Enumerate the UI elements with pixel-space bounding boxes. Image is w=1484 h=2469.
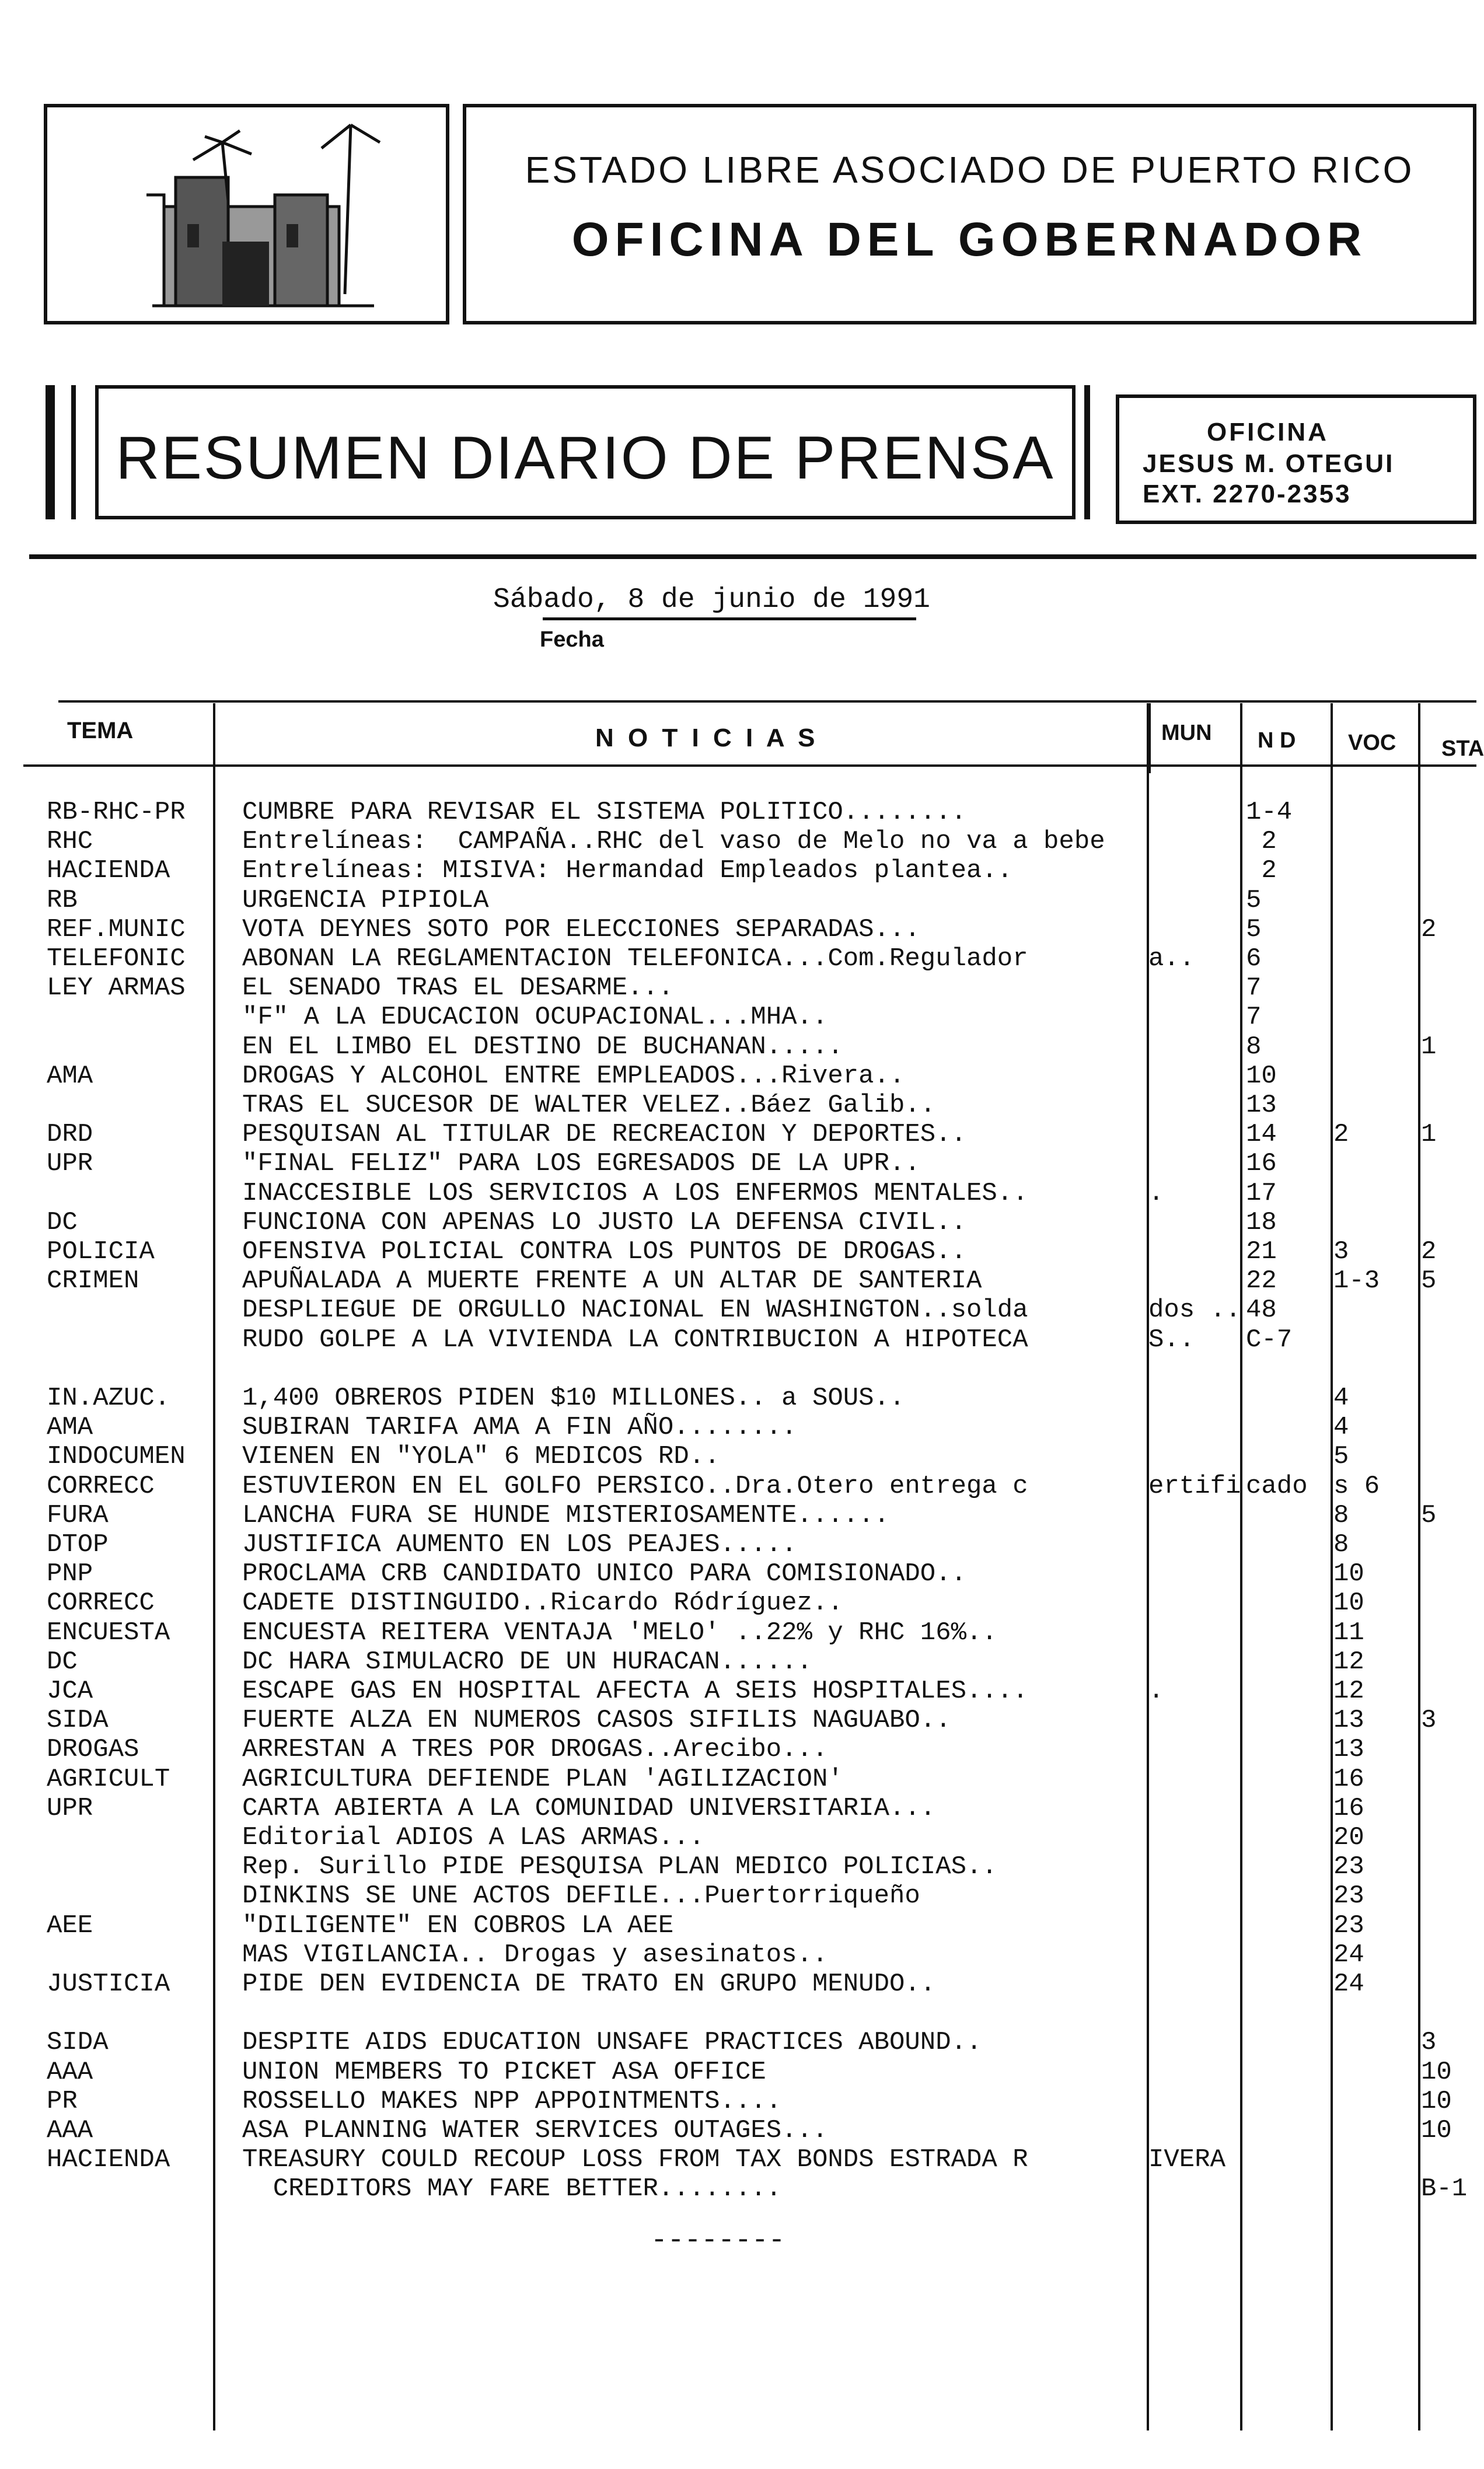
row-tema: SIDA: [47, 1706, 109, 1735]
row-sta: 3: [1421, 1706, 1437, 1735]
banner-right-bar: [1084, 385, 1090, 519]
row-noticia: TREASURY COULD RECOUP LOSS FROM TAX BONDS ESTRADA R: [242, 2145, 1028, 2174]
row-voc: 8: [1333, 1530, 1349, 1559]
table-row: [0, 1091, 1476, 1120]
row-nd: cado: [1246, 1472, 1308, 1501]
government-name: ESTADO LIBRE ASOCIADO DE PUERTO RICO: [525, 149, 1415, 191]
row-nd: 8: [1246, 1032, 1262, 1061]
row-voc: 2: [1333, 1120, 1349, 1149]
table-top-rule: [58, 700, 1476, 703]
row-voc: 10: [1333, 1559, 1364, 1588]
row-noticia: LANCHA FURA SE HUNDE MISTERIOSAMENTE......: [242, 1501, 889, 1530]
row-noticia: EN EL LIMBO EL DESTINO DE BUCHANAN.....: [242, 1032, 843, 1061]
row-noticia: CARTA ABIERTA A LA COMUNIDAD UNIVERSITARIA...: [242, 1794, 936, 1823]
row-noticia: DESPLIEGUE DE ORGULLO NACIONAL EN WASHINGTON..solda: [242, 1295, 1028, 1325]
row-noticia: PESQUISAN AL TITULAR DE RECREACION Y DEPORTES..: [242, 1120, 967, 1149]
row-noticia: INACCESIBLE LOS SERVICIOS A LOS ENFERMOS MENTALES..: [242, 1179, 1028, 1208]
row-noticia: OFENSIVA POLICIAL CONTRA LOS PUNTOS DE DROGAS..: [242, 1237, 967, 1266]
row-noticia: TRAS EL SUCESOR DE WALTER VELEZ..Báez Galib..: [242, 1091, 936, 1120]
row-nd: C-7: [1246, 1325, 1293, 1354]
row-voc: 12: [1333, 1677, 1364, 1706]
row-noticia: ABONAN LA REGLAMENTACION TELEFONICA...Com.Regulador: [242, 944, 1028, 973]
row-tema: DC: [47, 1208, 78, 1237]
row-tema: DROGAS: [47, 1735, 139, 1764]
row-noticia: APUÑALADA A MUERTE FRENTE A UN ALTAR DE SANTERIA: [242, 1266, 982, 1295]
row-sta: 5: [1421, 1501, 1437, 1530]
table-row: [0, 973, 1476, 1003]
table-row: [0, 1794, 1476, 1823]
table-row: [0, 1588, 1476, 1618]
table-row: [0, 1706, 1476, 1735]
row-nd: 16: [1246, 1149, 1277, 1178]
row-noticia: ARRESTAN A TRES POR DROGAS..Arecibo...: [242, 1735, 828, 1764]
table-row: [0, 1266, 1476, 1295]
table-row: [0, 1765, 1476, 1794]
row-mun: dos ..: [1148, 1295, 1241, 1325]
row-voc: 16: [1333, 1765, 1364, 1794]
row-noticia: ROSSELLO MAKES NPP APPOINTMENTS....: [242, 2087, 782, 2116]
row-noticia: FUERTE ALZA EN NUMEROS CASOS SIFILIS NAGUABO..: [242, 1706, 951, 1735]
row-mun: .: [1148, 1179, 1164, 1208]
banner-left-bar-1: [46, 385, 55, 519]
row-voc: 13: [1333, 1735, 1364, 1764]
row-nd: 22: [1246, 1266, 1277, 1295]
row-noticia: DESPITE AIDS EDUCATION UNSAFE PRACTICES ABOUND..: [242, 2028, 982, 2057]
table-row: [0, 1647, 1476, 1677]
table-row: [0, 1677, 1476, 1706]
row-tema: CORRECC: [47, 1588, 155, 1618]
row-noticia: ESCAPE GAS EN HOSPITAL AFECTA A SEIS HOSPITALES....: [242, 1677, 1028, 1706]
row-tema: REF.MUNIC: [47, 915, 186, 944]
row-nd: 7: [1246, 1003, 1262, 1032]
table-row: [0, 2028, 1476, 2057]
row-tema: HACIENDA: [47, 856, 170, 885]
row-nd: 18: [1246, 1208, 1277, 1237]
table-row: [0, 1911, 1476, 1940]
row-noticia: ENCUESTA REITERA VENTAJA 'MELO' ..22% y RHC 16%..: [242, 1618, 997, 1647]
row-mun: S..: [1148, 1325, 1195, 1354]
row-nd: 1-4: [1246, 798, 1293, 827]
row-sta: 2: [1421, 915, 1437, 944]
row-sta: B-1: [1421, 2174, 1468, 2203]
row-tema: AMA: [47, 1061, 93, 1091]
row-tema: PNP: [47, 1559, 93, 1588]
row-noticia: JUSTIFICA AUMENTO EN LOS PEAJES.....: [242, 1530, 797, 1559]
row-noticia: DINKINS SE UNE ACTOS DEFILE...Puertorriqueño: [242, 1881, 920, 1911]
row-nd: 14: [1246, 1120, 1277, 1149]
row-tema: DTOP: [47, 1530, 109, 1559]
row-tema: HACIENDA: [47, 2145, 170, 2174]
row-mun: ertifi: [1148, 1472, 1241, 1501]
row-voc: s 6: [1333, 1472, 1380, 1501]
row-noticia: CUMBRE PARA REVISAR EL SISTEMA POLITICO........: [242, 798, 967, 827]
banner-box: [95, 385, 1076, 519]
row-tema: AEE: [47, 1911, 93, 1940]
table-row: [0, 915, 1476, 944]
row-voc: 11: [1333, 1618, 1364, 1647]
date-value: Sábado, 8 de junio de 1991: [493, 584, 930, 616]
row-voc: 3: [1333, 1237, 1349, 1266]
row-sta: 1: [1421, 1120, 1437, 1149]
table-row: [0, 1179, 1476, 1208]
row-tema: AAA: [47, 2058, 93, 2087]
row-nd: 7: [1246, 973, 1262, 1003]
row-noticia: ASA PLANNING WATER SERVICES OUTAGES...: [242, 2116, 828, 2145]
row-noticia: 1,400 OBREROS PIDEN $10 MILLONES.. a SOUS..: [242, 1384, 905, 1413]
table-row: [0, 1295, 1476, 1325]
table-row: [0, 798, 1476, 827]
row-noticia: UNION MEMBERS TO PICKET ASA OFFICE: [242, 2058, 766, 2087]
row-noticia: PROCLAMA CRB CANDIDATO UNICO PARA COMISIONADO..: [242, 1559, 967, 1588]
row-sta: 5: [1421, 1266, 1437, 1295]
row-tema: JUSTICIA: [47, 1969, 170, 1999]
row-mun: .: [1148, 1677, 1164, 1706]
col-header-noticias: N O T I C I A S: [595, 724, 819, 752]
row-sta: 10: [1421, 2058, 1452, 2087]
row-nd: 10: [1246, 1061, 1277, 1091]
table-row: [0, 1413, 1476, 1442]
row-noticia: Entrelíneas: CAMPAÑA..RHC del vaso de Melo no va a bebe: [242, 827, 1105, 856]
row-nd: 21: [1246, 1237, 1277, 1266]
row-tema: TELEFONIC: [47, 944, 186, 973]
col-header-mun: MUN: [1161, 721, 1212, 745]
row-noticia: SUBIRAN TARIFA AMA A FIN AÑO........: [242, 1413, 797, 1442]
row-tema: PR: [47, 2087, 78, 2116]
row-tema: DRD: [47, 1120, 93, 1149]
table-row: [0, 1969, 1476, 1999]
row-tema: CORRECC: [47, 1472, 155, 1501]
row-noticia: FUNCIONA CON APENAS LO JUSTO LA DEFENSA CIVIL..: [242, 1208, 967, 1237]
row-nd: 13: [1246, 1091, 1277, 1120]
row-nd: 17: [1246, 1179, 1277, 1208]
row-tema: CRIMEN: [47, 1266, 139, 1295]
row-sta: 3: [1421, 2028, 1437, 2057]
table-row: [0, 1032, 1476, 1061]
row-voc: 16: [1333, 1794, 1364, 1823]
table-row: [0, 1442, 1476, 1471]
row-sta: 10: [1421, 2087, 1452, 2116]
row-voc: 23: [1333, 1881, 1364, 1911]
table-row: [0, 1354, 1476, 1384]
row-noticia: RUDO GOLPE A LA VIVIENDA LA CONTRIBUCION A HIPOTECA: [242, 1325, 1028, 1354]
row-sta: 1: [1421, 1032, 1437, 1061]
table-row: [0, 886, 1476, 915]
office-label: OFICINA: [1207, 418, 1329, 446]
table-row: [0, 1559, 1476, 1588]
office-ext: EXT. 2270-2353: [1143, 480, 1352, 508]
row-nd: 48: [1246, 1295, 1277, 1325]
row-voc: 8: [1333, 1501, 1349, 1530]
row-nd: 2: [1246, 856, 1277, 885]
row-tema: AAA: [47, 2116, 93, 2145]
row-noticia: "DILIGENTE" EN COBROS LA AEE: [242, 1911, 674, 1940]
table-row: [0, 1618, 1476, 1647]
table-row: [0, 1999, 1476, 2028]
fortaleza-emblem-image: [47, 107, 446, 321]
row-tema: RB: [47, 886, 78, 915]
date-label: Fecha: [540, 627, 604, 652]
table-row: [0, 1852, 1476, 1881]
row-tema: JCA: [47, 1677, 93, 1706]
row-tema: LEY ARMAS: [47, 973, 186, 1003]
row-nd: 5: [1246, 915, 1262, 944]
row-sta: 10: [1421, 2116, 1452, 2145]
row-voc: 4: [1333, 1413, 1349, 1442]
row-tema: IN.AZUC.: [47, 1384, 170, 1413]
row-noticia: VIENEN EN "YOLA" 6 MEDICOS RD..: [242, 1442, 720, 1471]
row-noticia: URGENCIA PIPIOLA: [242, 886, 489, 915]
table-row: [0, 1003, 1476, 1032]
table-row: [0, 1940, 1476, 1969]
banner-title: RESUMEN DIARIO DE PRENSA: [116, 424, 1055, 492]
row-nd: 2: [1246, 827, 1277, 856]
row-voc: 5: [1333, 1442, 1349, 1471]
row-noticia: AGRICULTURA DEFIENDE PLAN 'AGILIZACION': [242, 1765, 843, 1794]
table-row: [0, 1120, 1476, 1149]
table-row: [0, 1472, 1476, 1501]
table-row: [0, 2087, 1476, 2116]
row-voc: 1-3: [1333, 1266, 1380, 1295]
col-header-voc: VOC: [1348, 731, 1396, 755]
row-noticia: PIDE DEN EVIDENCIA DE TRATO EN GRUPO MENUDO..: [242, 1969, 936, 1999]
row-tema: UPR: [47, 1149, 93, 1178]
row-mun: a..: [1148, 944, 1195, 973]
row-tema: FURA: [47, 1501, 109, 1530]
table-row: [0, 1881, 1476, 1911]
row-tema: DC: [47, 1647, 78, 1677]
row-sta: 2: [1421, 1237, 1437, 1266]
header-bottom-rule: [23, 764, 1476, 767]
row-noticia: CREDITORS MAY FARE BETTER........: [242, 2174, 782, 2203]
row-voc: 23: [1333, 1852, 1364, 1881]
table-row: [0, 944, 1476, 973]
table-row: [0, 1237, 1476, 1266]
table-row: [0, 1735, 1476, 1764]
banner-left-bar-2: [71, 385, 76, 519]
table-row: [0, 1384, 1476, 1413]
row-nd: 6: [1246, 944, 1262, 973]
table-row: [0, 1061, 1476, 1091]
date-underline: [543, 617, 916, 620]
table-row: [0, 1530, 1476, 1559]
col-header-nd: N D: [1258, 728, 1296, 753]
row-noticia: ESTUVIERON EN EL GOLFO PERSICO..Dra.Otero entrega c: [242, 1472, 1028, 1501]
row-noticia: Editorial ADIOS A LAS ARMAS...: [242, 1823, 705, 1852]
col-header-tema: TEMA: [67, 718, 134, 743]
row-noticia: Entrelíneas: MISIVA: Hermandad Empleados plantea..: [242, 856, 1013, 885]
table-row: [0, 1501, 1476, 1530]
office-name: JESUS M. OTEGUI: [1143, 449, 1395, 478]
row-noticia: DROGAS Y ALCOHOL ENTRE EMPLEADOS...Rivera..: [242, 1061, 905, 1091]
row-voc: 20: [1333, 1823, 1364, 1852]
table-row: [0, 1823, 1476, 1852]
table-row: [0, 2058, 1476, 2087]
row-tema: SIDA: [47, 2028, 109, 2057]
table-row: [0, 1325, 1476, 1354]
row-voc: 24: [1333, 1969, 1364, 1999]
row-noticia: "FINAL FELIZ" PARA LOS EGRESADOS DE LA UPR..: [242, 1149, 920, 1178]
row-tema: RHC: [47, 827, 93, 856]
footer-rule-text: --------: [651, 2225, 785, 2257]
header-rule: [29, 554, 1476, 559]
row-noticia: DC HARA SIMULACRO DE UN HURACAN......: [242, 1647, 812, 1677]
row-voc: 12: [1333, 1647, 1364, 1677]
row-mun: IVERA: [1148, 2145, 1226, 2174]
table-row: [0, 1149, 1476, 1178]
row-voc: 10: [1333, 1588, 1364, 1618]
row-tema: POLICIA: [47, 1237, 155, 1266]
table-row: [0, 2145, 1476, 2174]
table-row: [0, 2116, 1476, 2145]
row-noticia: MAS VIGILANCIA.. Drogas y asesinatos..: [242, 1940, 828, 1969]
row-voc: 13: [1333, 1706, 1364, 1735]
title-box: [463, 104, 1476, 324]
office-box: [1116, 394, 1476, 524]
table-row: [0, 856, 1476, 885]
row-tema: RB-RHC-PR: [47, 798, 186, 827]
row-noticia: "F" A LA EDUCACION OCUPACIONAL...MHA..: [242, 1003, 828, 1032]
row-voc: 23: [1333, 1911, 1364, 1940]
office-title: OFICINA DEL GOBERNADOR: [571, 213, 1368, 266]
row-noticia: Rep. Surillo PIDE PESQUISA PLAN MEDICO POLICIAS..: [242, 1852, 997, 1881]
col-header-sta: STA: [1441, 736, 1484, 761]
row-tema: UPR: [47, 1794, 93, 1823]
table-row: [0, 827, 1476, 856]
row-noticia: VOTA DEYNES SOTO POR ELECCIONES SEPARADAS...: [242, 915, 920, 944]
table-row: [0, 1208, 1476, 1237]
emblem-box: [44, 104, 449, 324]
row-voc: 24: [1333, 1940, 1364, 1969]
row-voc: 4: [1333, 1384, 1349, 1413]
row-tema: AMA: [47, 1413, 93, 1442]
table-row: [0, 2174, 1476, 2203]
row-noticia: EL SENADO TRAS EL DESARME...: [242, 973, 674, 1003]
row-noticia: CADETE DISTINGUIDO..Ricardo Ródríguez..: [242, 1588, 843, 1618]
row-tema: INDOCUMEN: [47, 1442, 186, 1471]
row-tema: AGRICULT: [47, 1765, 170, 1794]
row-tema: ENCUESTA: [47, 1618, 170, 1647]
row-nd: 5: [1246, 886, 1262, 915]
